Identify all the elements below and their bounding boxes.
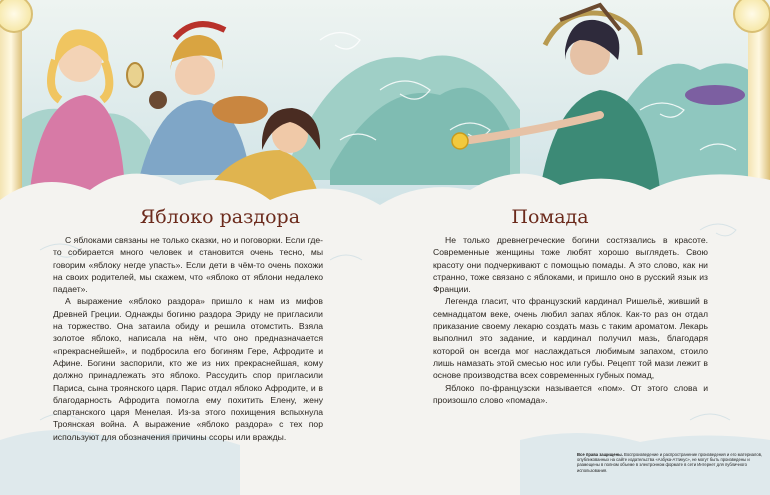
copyright-notice: [577, 452, 765, 473]
left-page-title: Яблоко раздора: [139, 206, 301, 228]
left-paragraph-2: А выражение «яблоко раздора» пришло к нам из мифов Древней Греции. Однажды богиню раздора Эриду не пригласили на торжество. Она затаила обиду и решила отомстить. Взяла золотое яблоко, написала на нём, что оно предназначается «прекраснейшей», и подбросила его богиням Гере, Афродите и Афине. Богини заспорили, кто же из них прекраснейшая, кому должно принадлежать это яблоко. Рассудить спор пригласили Париса, сына троянского царя. Парис отдал яблоко Афродите, и в благодарность Афродита помогла ему похитить Елену, жену спартанского царя Менелая. Из-за этого похищения вспыхнула Троянская война. А выражение «яблоко раздора» с тех пор используют для обозначения причины ссоры или вражды.: [53, 296, 323, 442]
right-paragraph-3: Яблоко по-французски называется «пом». От этого слова и произошло слово «помада».: [433, 382, 708, 405]
right-paragraph-1: Не только древнегреческие богини состязались в красоте. Современные женщины тоже любят хорошо выглядеть. Свою красоту они подчеркивают с помощью помады. А это слово, как ни странно, тоже связано с яблоками, и пришло оно в русский язык из Франции.: [433, 235, 708, 295]
right-paragraph-2: Легенда гласит, что французский кардинал Ришельё, живший в семнадцатом веке, очень любил запах яблок. Как-то раз он отдал приказание своему лекарю создать мазь с таким ароматом. Лекарь выполнил это задание, и кардинал получил мазь, благодаря которой он всегда мог наслаждаться любимым запахом, стоило лишь намазать этой смесью нос или губы. Рецепт той мази лежит в основе производства всех современных губных помад,: [433, 296, 708, 381]
right-page-text: [433, 234, 708, 406]
left-paragraph-1: С яблоками связаны не только сказки, но и поговорки. Если где-то собирается много человек и становится очень тесно, мы говорим «яблоку негде упасть». Если дети в чём-то очень похожи на своих родителей, мы скажем, что «яблоко от яблони недалеко падает».: [53, 235, 323, 295]
left-page-text: [53, 234, 323, 443]
copyright-title: Все права защищены.: [577, 452, 623, 457]
copyright-body: Воспроизведение и распространение произведения и его материалов, опубликованных на сайте издательства «Азбука-Аттикус», не могут быть произведены и размещены в полном объеме в электронном формате в сети Интернет для публичного использования.: [577, 452, 763, 473]
right-page-title: Помада: [511, 206, 589, 228]
